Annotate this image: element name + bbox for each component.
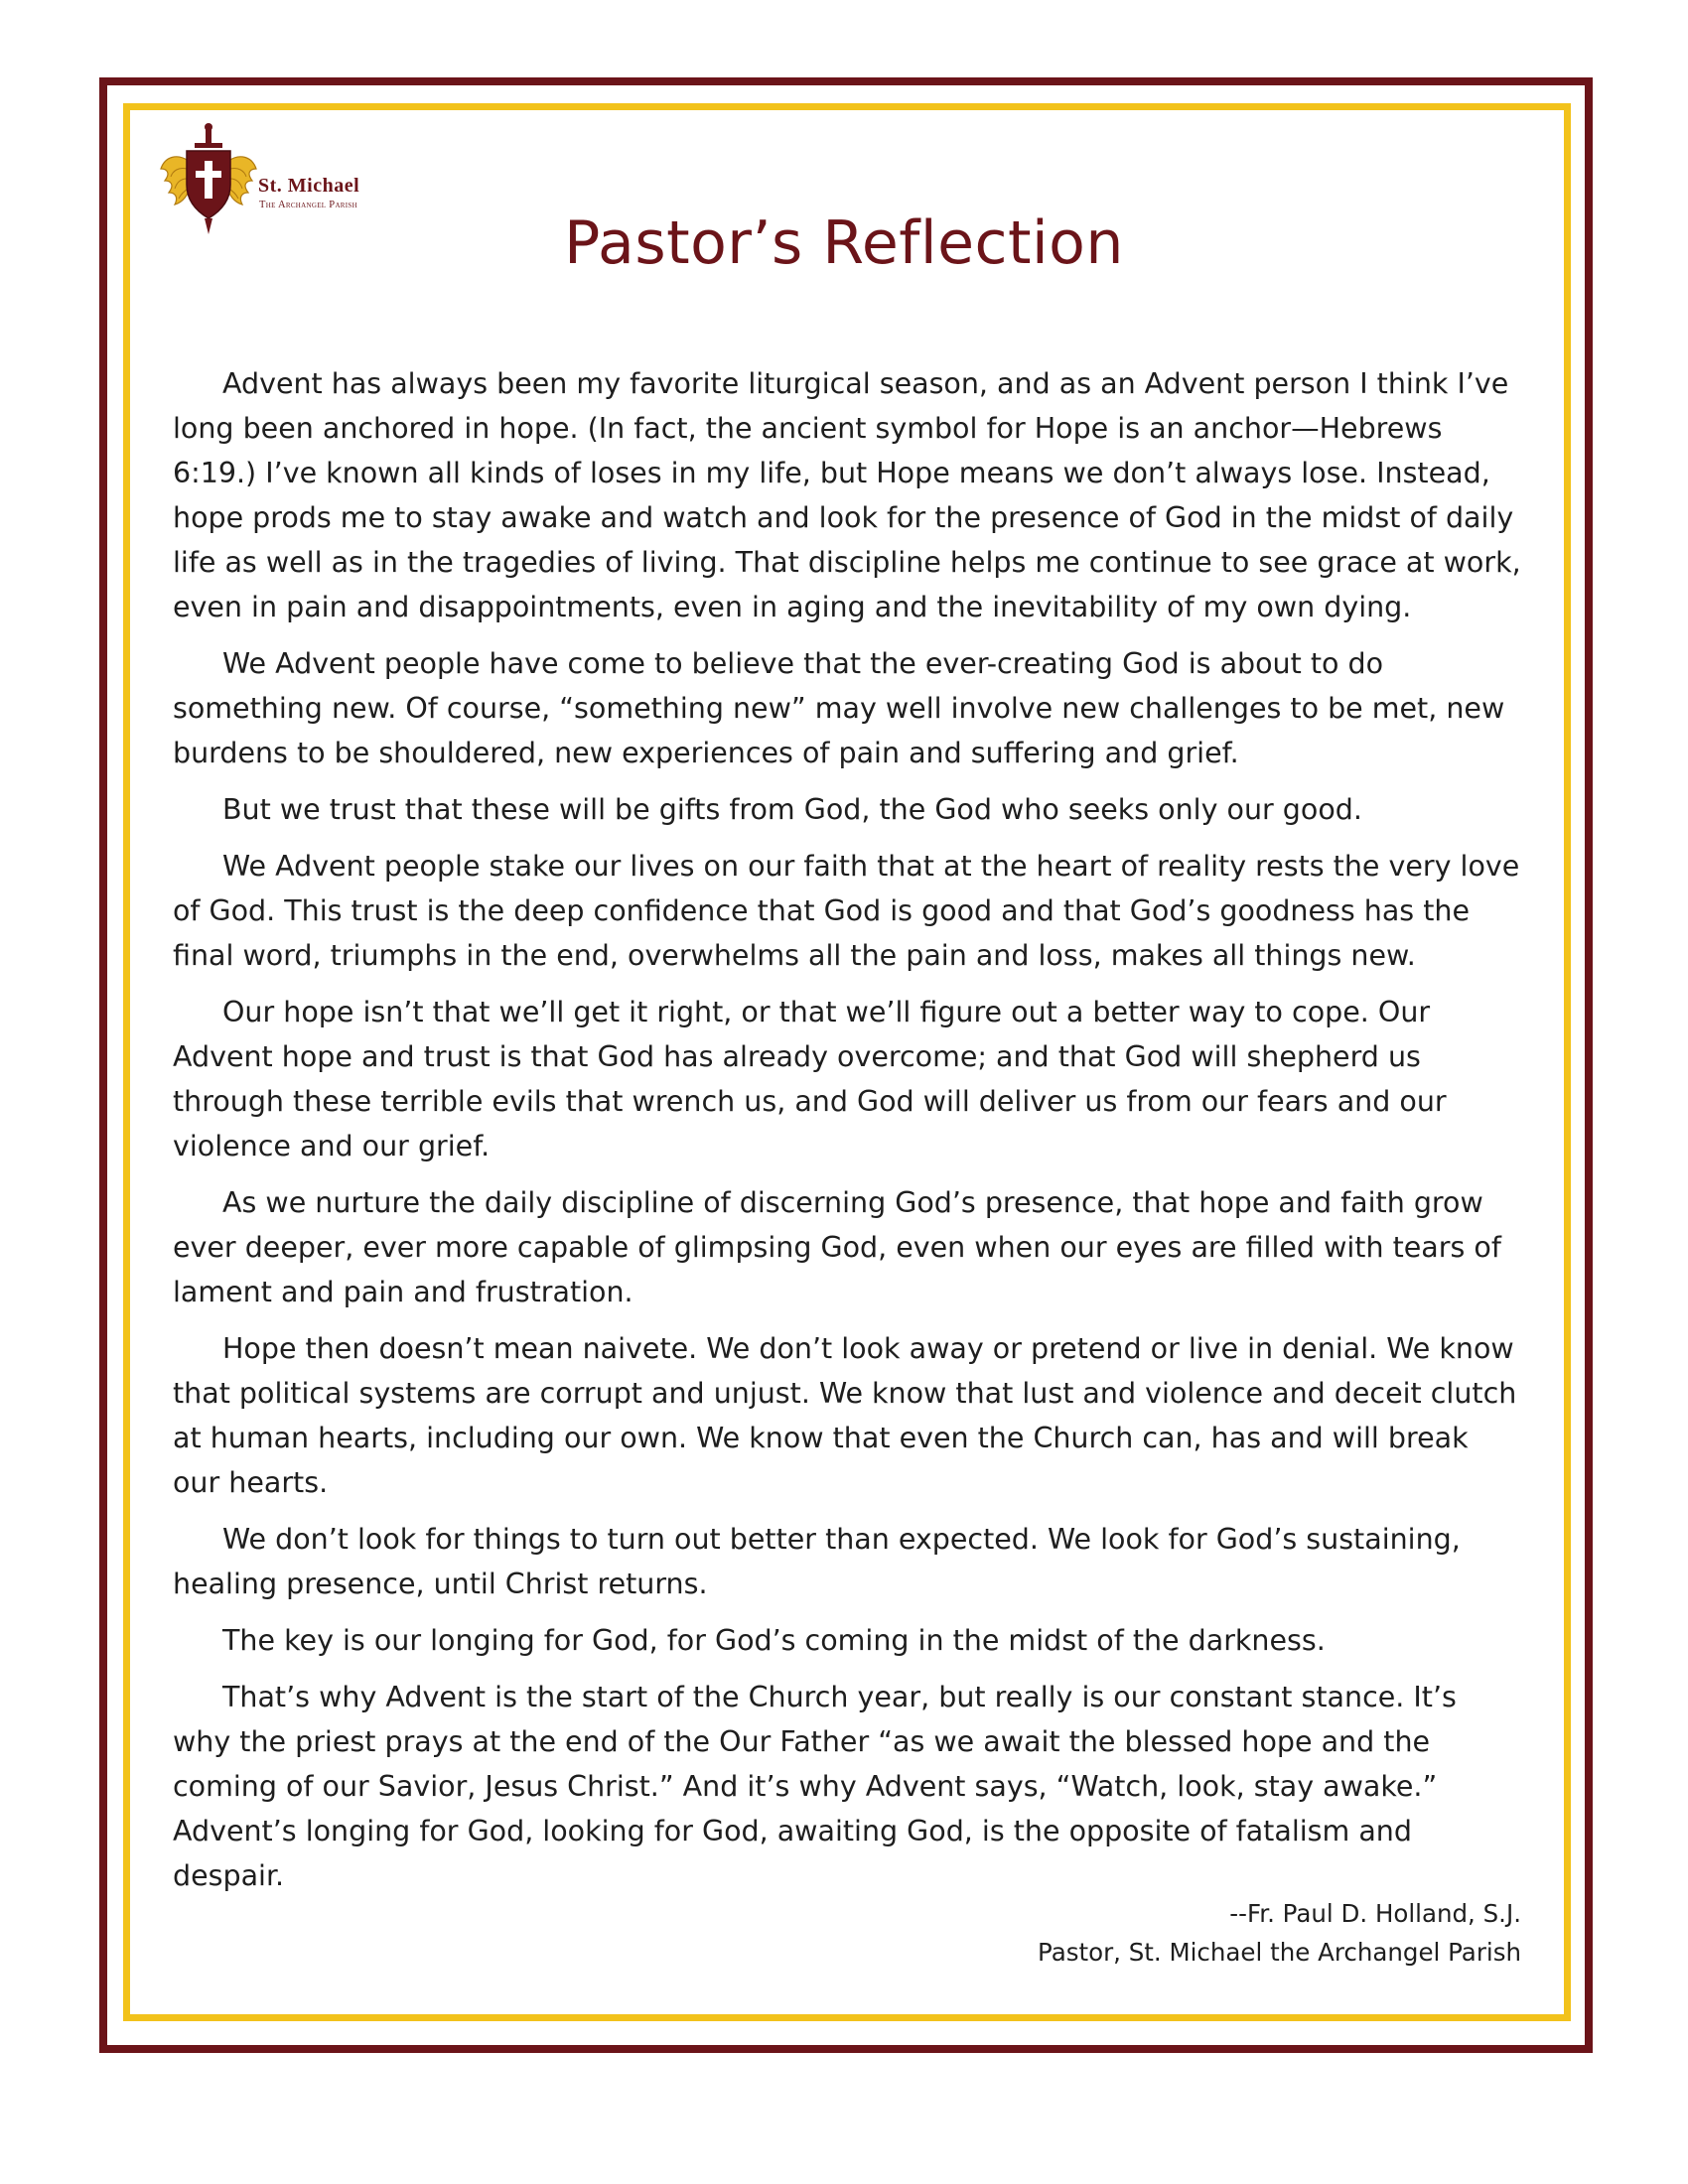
signature-role: Pastor, St. Michael the Archangel Parish	[1038, 1938, 1521, 1967]
paragraph: Hope then doesn’t mean naivete. We don’t look away or pretend or live in denial. We know that political systems are corrupt and unjust. We know that lust and violence and deceit clutch at human hearts, including our own. We know that even the Church can, has and will break our hearts.	[173, 1332, 1517, 1499]
paragraph: Advent has always been my favorite liturgical season, and as an Advent person I think I’ve long been anchored in hope. (In fact, the ancient symbol for Hope is an anchor—Hebrews 6:19.) I’ve known all kinds of loses in my life, but Hope means we don’t always lose. Instead, hope prods me to stay awake and watch and look for the presence of God in the midst of daily life as well as in the tragedies of living. That discipline helps me continue to see grace at work, even in pain and disappointments, even in aging and the inevitability of my own dying.	[173, 367, 1521, 623]
paragraph: We Advent people stake our lives on our faith that at the heart of reality rests the very love of God. This trust is the deep confidence that God is good and that God’s goodness has the final word, triumphs in the end, overwhelms all the pain and loss, makes all things new.	[173, 850, 1520, 972]
paragraph: We don’t look for things to turn out better than expected. We look for God’s sustaining, healing presence, until Christ returns.	[173, 1523, 1461, 1600]
parish-subtitle: The Archangel Parish	[259, 200, 357, 210]
signature-name: --Fr. Paul D. Holland, S.J.	[1229, 1899, 1521, 1928]
paragraph: That’s why Advent is the start of the Church year, but really is our constant stance. It’s why the priest prays at the end of the Our Father “as we await the blessed hope and the coming of our Savior, Jesus Christ.” And it’s why Advent says, “Watch, look, stay awake.” Advent’s longing for God, looking for God, awaiting God, is the opposite of fatalism and despair.	[173, 1681, 1457, 1892]
parish-name: St. Michael	[258, 175, 360, 197]
paragraph: The key is our longing for God, for God’s coming in the midst of the darkness.	[222, 1624, 1326, 1657]
paragraph: As we nurture the daily discipline of discerning God’s presence, that hope and faith grow ever deeper, ever more capable of glimpsing God, even when our eyes are filled with tears of lament and pain and frustration.	[173, 1186, 1501, 1308]
reflection-body	[173, 361, 1523, 1910]
paragraph: But we trust that these will be gifts from God, the God who seeks only our good.	[222, 793, 1362, 826]
paragraph: Our hope isn’t that we’ll get it right, or that we’ll figure out a better way to cope. Our Advent hope and trust is that God has already overcome; and that God will shepherd us through these terrible evils that wrench us, and God will deliver us from our fears and our violence and our grief.	[173, 996, 1447, 1162]
page-title: Pastor’s Reflection	[564, 208, 1124, 278]
paragraph: We Advent people have come to believe that the ever-creating God is about to do something new. Of course, “something new” may well involve new challenges to be met, new burdens to be shouldered, new experiences of pain and suffering and grief.	[173, 647, 1505, 769]
signature-block	[1038, 1894, 1521, 1972]
